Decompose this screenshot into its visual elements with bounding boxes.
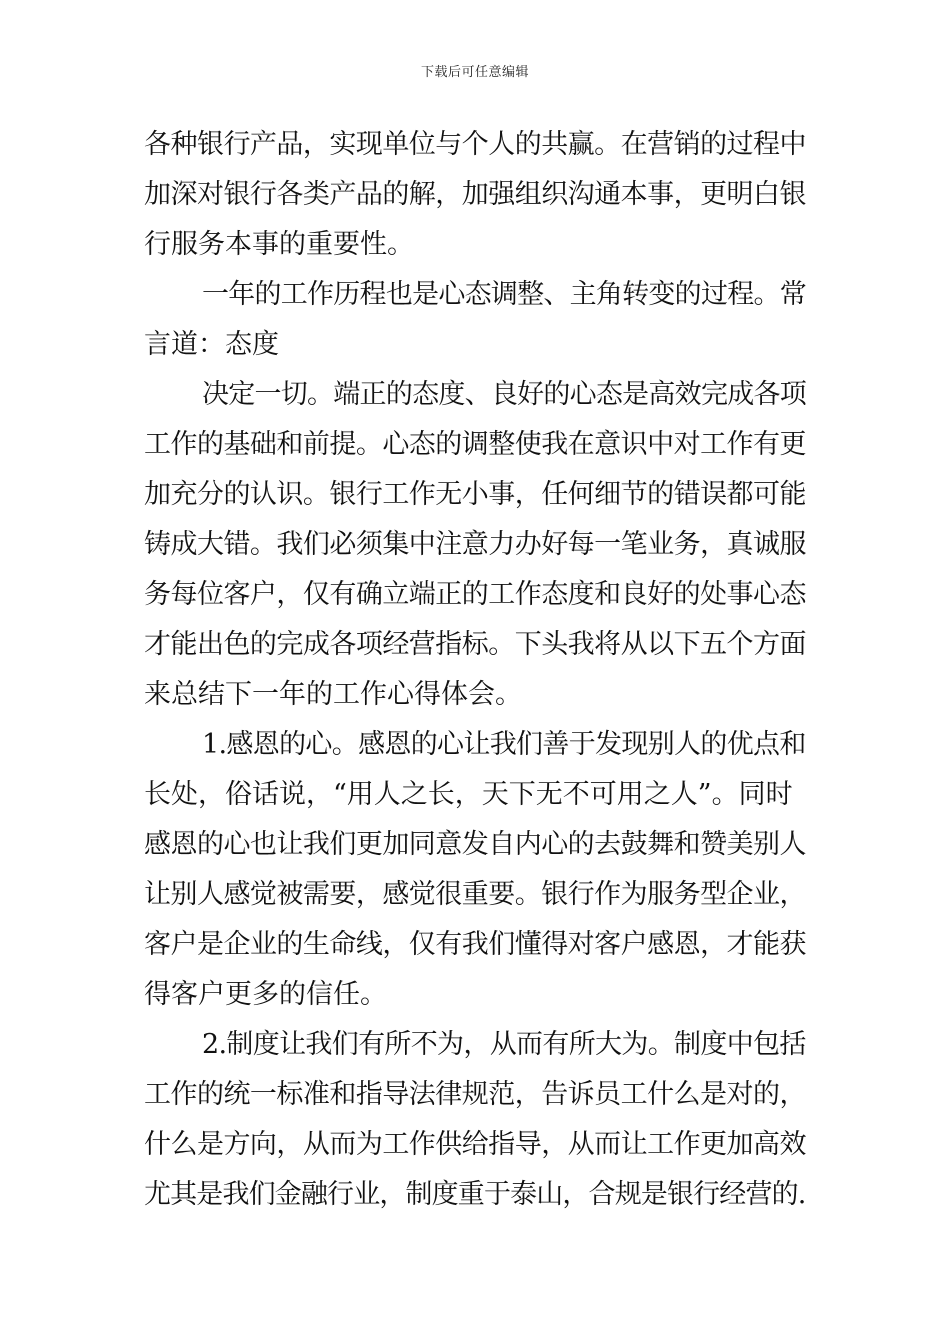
text-line: 长处，俗话说，“用人之长，天下无不可用之人”。同时 [144, 779, 793, 810]
text-line: 尤其是我们金融行业，制度重于泰山，合规是银行经营的. [144, 1179, 806, 1210]
text-line: 铸成大错。我们必须集中注意力办好每一笔业务，真诚服 [144, 529, 806, 560]
text-line: 行服务本事的重要性。 [144, 229, 414, 260]
text-line: 务每位客户，仅有确立端正的工作态度和良好的处事心态 [144, 579, 806, 610]
text-line: 来总结下一年的工作心得体会。 [144, 679, 522, 710]
text-line: 一年的工作历程也是心态调整、主角转变的过程。常 [202, 279, 806, 310]
text-line: 什么是方向，从而为工作供给指导，从而让工作更加高效 [144, 1129, 806, 1160]
text-line: 2.制度让我们有所不为，从而有所大为。制度中包括 [202, 1029, 806, 1060]
text-line: 得客户更多的信任。 [144, 979, 387, 1010]
page-header: 下载后可任意编辑 [420, 65, 529, 80]
text-line: 言道：态度 [144, 329, 279, 360]
text-line: 客户是企业的生命线，仅有我们懂得对客户感恩，才能获 [144, 929, 806, 960]
document-body [144, 120, 806, 1220]
text-line: 工作的基础和前提。心态的调整使我在意识中对工作有更 [144, 429, 806, 460]
text-line: 工作的统一标准和指导法律规范，告诉员工什么是对的， [144, 1079, 806, 1110]
text-line: 让别人感觉被需要，感觉很重要。银行作为服务型企业， [144, 879, 806, 910]
text-line: 才能出色的完成各项经营指标。下头我将从以下五个方面 [144, 629, 806, 660]
text-line: 1.感恩的心。感恩的心让我们善于发现别人的优点和 [202, 729, 806, 760]
text-line: 决定一切。端正的态度、良好的心态是高效完成各项 [202, 379, 806, 410]
text-line: 加深对银行各类产品的解，加强组织沟通本事，更明白银 [144, 179, 806, 210]
text-line: 感恩的心也让我们更加同意发自内心的去鼓舞和赞美别人 [144, 829, 806, 860]
text-line: 加充分的认识。银行工作无小事，任何细节的错误都可能 [144, 479, 806, 510]
text-line: 各种银行产品，实现单位与个人的共赢。在营销的过程中 [144, 129, 806, 160]
